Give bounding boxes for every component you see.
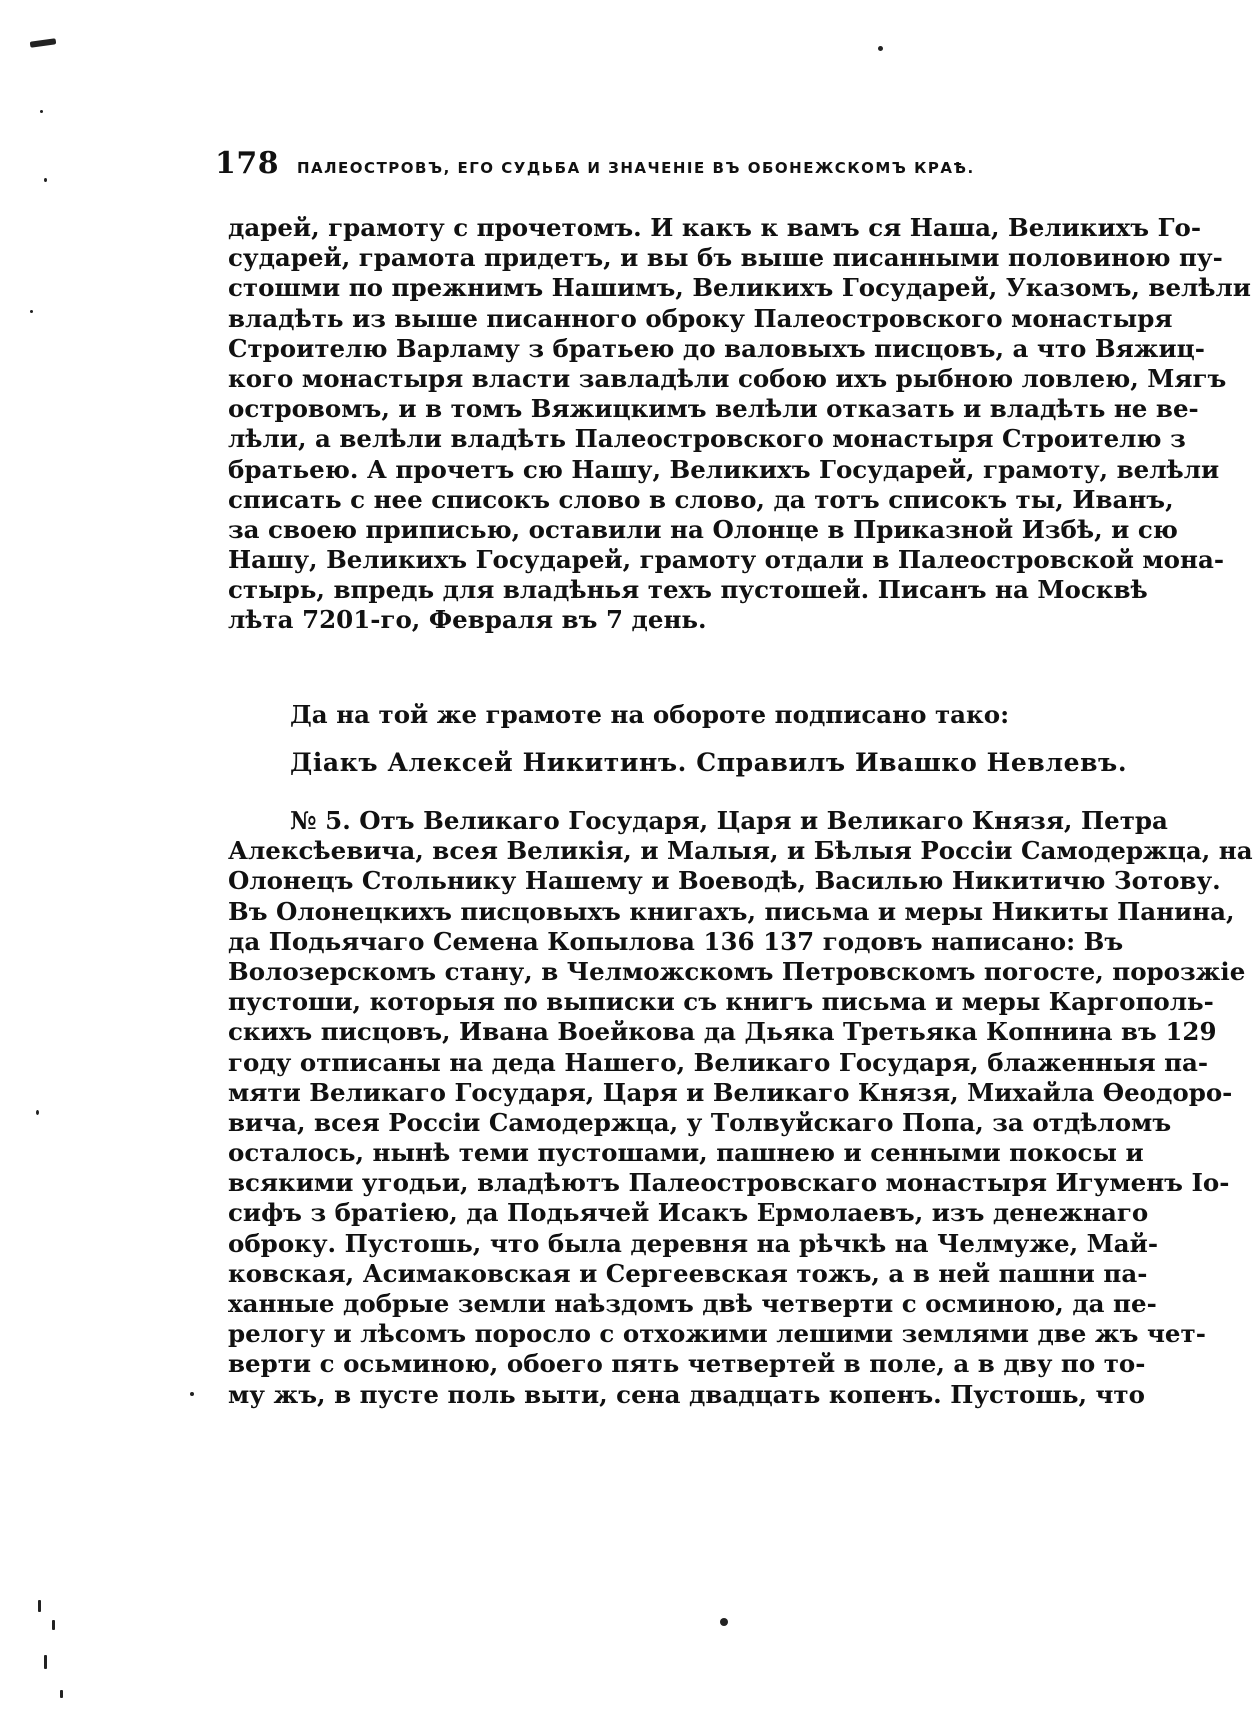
scan-speck [44,1655,47,1669]
text-line: Строителю Варламу з братьею до валовыхъ писцовъ, а что Вяжиц- [228,333,1205,363]
text-line: № 5. Отъ Великаго Государя, Царя и Великаго Князя, Петра [290,806,1168,835]
text-line: Олонецъ Стольнику Нашему и Воеводѣ, Василью Никитичю Зотову. [228,866,1221,896]
scan-speck [60,1690,63,1698]
text-line: Алексѣевича, всея Великія, и Малыя, и Бѣлыя Россіи Самодержца, на [228,836,1253,866]
scan-speck [44,178,47,182]
text-line: релогу и лѣсомъ поросло с отхожими лешими землями две жъ чет- [228,1319,1206,1349]
scan-speck [878,46,883,51]
text-line: сударей, грамота придетъ, и вы бъ выше писанными половиною пу- [228,243,1223,273]
text-line: братьею. А прочетъ сю Нашу, Великихъ Государей, грамоту, велѣли [228,454,1220,484]
text-line: мяти Великаго Государя, Царя и Великаго Князя, Михайла Ѳеодоро- [228,1077,1233,1107]
text-line: скихъ писцовъ, Ивана Воейкова да Дьяка Третьяка Копнина въ 129 [228,1017,1217,1047]
page-number: 178 [215,146,280,181]
paragraph-note: Да на той же грамоте на обороте подписано тако: [290,700,1010,729]
text-line: лѣли, а велѣли владѣть Палеостровского монастыря Строителю з [228,424,1186,454]
scan-speck [40,110,43,113]
scan-speck [30,38,57,48]
scan-speck [36,1110,39,1115]
text-line: Волозерскомъ стану, в Челможскомъ Петровскомъ погосте, порозжіе [228,956,1246,986]
text-line: верти с осьминою, обоего пять четвертей в поле, а в дву по то- [228,1349,1146,1379]
text-line: Въ Олонецкихъ писцовыхъ книгахъ, письма и меры Никиты Панина, [228,896,1235,926]
text-line: островомъ, и в томъ Вяжицкимъ велѣли отказать и владѣть не ве- [228,394,1199,424]
text-line: всякими угодьи, владѣютъ Палеостровскаго монастыря Игуменъ Іо- [228,1168,1230,1198]
text-line: владѣть из выше писанного оброку Палеостровского монастыря [228,303,1173,333]
text-line: да Подьячаго Семена Копылова 136 137 годовъ написано: Въ [228,926,1124,956]
text-line: списать с нее списокъ слово в слово, да тотъ списокъ ты, Иванъ, [228,484,1174,514]
text-line: му жъ, в пусте поль выти, сена двадцать копенъ. Пустошь, что [228,1379,1145,1409]
text-line: пустоши, которыя по выписки съ книгъ письма и меры Каргополь- [228,987,1214,1017]
text-line: осталось, нынѣ теми пустошами, пашнею и сенными покосы и [228,1138,1144,1168]
text-line: году отписаны на деда Нашего, Великаго Государя, блаженныя па- [228,1047,1209,1077]
text-line: стошми по прежнимъ Нашимъ, Великихъ Государей, Указомъ, велѣли [228,273,1251,303]
text-line: кого монастыря власти завладѣли собою ихъ рыбною ловлею, Мягъ [228,363,1227,393]
paragraph-document-5 [228,806,1253,1410]
scan-speck [52,1620,55,1630]
paragraph-continuation [228,213,1251,636]
scan-speck [190,1392,194,1396]
scan-speck [30,310,33,313]
text-line: сифъ з братіею, да Подьячей Исакъ Ермолаевъ, изъ денежнаго [228,1198,1149,1228]
text-line: лѣта 7201-го, Февраля въ 7 день. [228,605,707,635]
text-line: Нашу, Великихъ Государей, грамоту отдали в Палеостровской мона- [228,545,1224,575]
running-title: ПАЛЕОСТРОВЪ, ЕГО СУДЬБА И ЗНАЧЕНІЕ ВЪ ОБОНЕЖСКОМЪ КРАѢ. [296,159,975,177]
text-line: дарей, грамоту с прочетомъ. И какъ к вамъ ся Наша, Великихъ Го- [228,213,1202,242]
text-line: стырь, впредь для владѣнья техъ пустошей. Писанъ на Москвѣ [228,575,1148,605]
text-line: ковская, Асимаковская и Сергеевская тожъ, а в ней пашни па- [228,1258,1148,1288]
paragraph-signatures: Діакъ Алексей Никитинъ. Справилъ Ивашко Невлевъ. [290,748,1128,777]
text-line: оброку. Пустошь, что была деревня на рѣчкѣ на Челмуже, Май- [228,1228,1158,1258]
text-line: вича, всея Россіи Самодержца, у Толвуйскаго Попа, за отдѣломъ [228,1107,1172,1137]
scan-speck [38,1600,41,1612]
text-line: ханные добрые земли наѣздомъ двѣ четверти с осминою, да пе- [228,1289,1157,1318]
scan-speck [720,1618,728,1626]
text-line: за своею приписью, оставили на Олонце в Приказной Избѣ, и сю [228,514,1178,544]
running-header [215,146,1045,181]
